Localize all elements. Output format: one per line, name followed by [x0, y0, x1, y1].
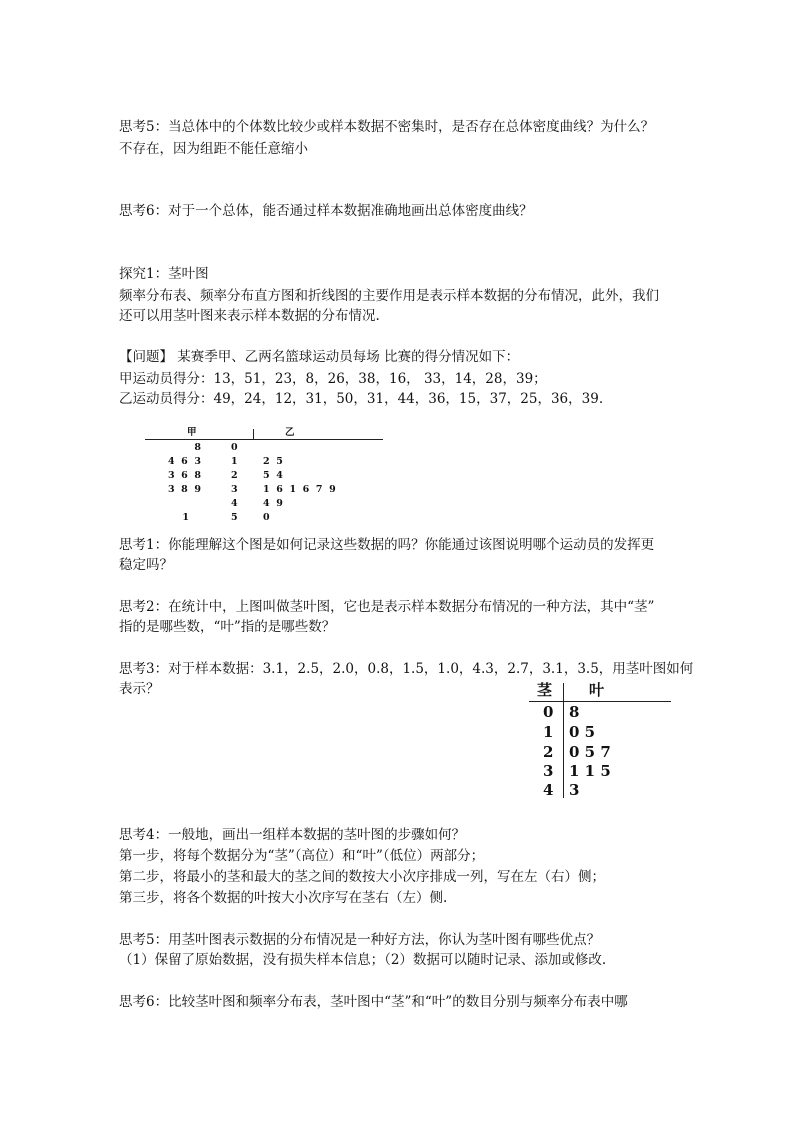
row1-left: 4 6 3 — [167, 456, 201, 467]
row3-left: 3 8 9 — [167, 484, 201, 495]
row5-left: 1 — [182, 512, 189, 523]
explore-intro-line2: 还可以用茎叶图来表示样本数据的分布情况. — [119, 308, 380, 324]
row5-stem: 5 — [231, 512, 238, 523]
fig2-row4-leaves: 3 — [569, 781, 580, 799]
row0-stem: 0 — [231, 442, 238, 453]
fig2-row2-leaves: 0 5 7 — [569, 743, 611, 761]
row3-stem: 3 — [231, 484, 238, 495]
row2-left: 3 6 8 — [167, 470, 201, 481]
row4-right: 4 9 — [263, 498, 283, 509]
header-leaf: 叶 — [589, 681, 605, 699]
think2-line1: 思考2：在统计中，上图叫做茎叶图，它也是表示样本数据分布情况的一种方法，其中“茎” — [119, 599, 655, 615]
header-stem: 茎 — [537, 681, 553, 699]
think5-answer: 不存在，因为组距不能任意缩小 — [119, 141, 308, 157]
fig2-row2-stem: 2 — [543, 743, 554, 761]
explore-title: 探究1：茎叶图 — [119, 266, 209, 282]
think1-line1: 思考1：你能理解这个图是如何记录这些数据的吗？你能通过该图说明哪个运动员的发挥更 — [119, 537, 655, 553]
row3-right: 1 6 1 6 7 9 — [263, 484, 336, 495]
fig2-row4-stem: 4 — [543, 781, 554, 799]
think4-step3: 第三步，将各个数据的叶按大小次序写在茎右（左）侧. — [119, 890, 448, 906]
row4-stem: 4 — [231, 498, 238, 509]
row5-right: 0 — [263, 512, 270, 523]
think4-title: 思考4：一般地，画出一组样本数据的茎叶图的步骤如何？ — [119, 827, 466, 843]
jia-scores: 甲运动员得分：13，51，23，8，26，38，16， 33，14，28，39； — [119, 371, 547, 387]
fig2-row1-leaves: 0 5 — [569, 723, 596, 741]
row1-right: 2 5 — [263, 456, 283, 467]
fig2-row1-stem: 1 — [543, 723, 554, 741]
think6b-line1: 思考6：比较茎叶图和频率分布表，茎叶图中“茎”和“叶”的数目分别与频率分布表中哪 — [119, 994, 628, 1010]
think4-step2: 第二步，将最小的茎和最大的茎之间的数按大小次序排成一列，写在左（右）侧； — [119, 869, 605, 885]
think4-step1: 第一步，将每个数据分为“茎”（高位）和“叶”（低位）两部分； — [119, 848, 485, 864]
figure2-stem-divider — [563, 683, 564, 798]
row2-right: 5 4 — [263, 470, 283, 481]
header-jia: 甲 — [187, 427, 197, 438]
fig2-row0-leaves: 8 — [569, 703, 580, 721]
think5-question: 思考5：当总体中的个体数比较少或样本数据不密集时，是否存在总体密度曲线？为什么？ — [119, 119, 655, 135]
think6-question: 思考6：对于一个总体，能否通过样本数据准确地画出总体密度曲线？ — [119, 203, 533, 219]
think3-line1: 思考3：对于样本数据：3.1，2.5，2.0，0.8，1.5，1.0，4.3，2.7，3.1，3.5，用茎叶图如何 — [119, 661, 694, 677]
fig2-row3-stem: 3 — [543, 762, 554, 780]
row1-stem: 1 — [231, 456, 238, 467]
think3-line2: 表示？ — [119, 681, 160, 697]
row0-left: 8 — [194, 442, 201, 453]
explore-intro-line1: 频率分布表、频率分布直方图和折线图的主要作用是表示样本数据的分布情况，此外，我们 — [119, 288, 659, 304]
think5b-answer: （1）保留了原始数据，没有损失样本信息；（2）数据可以随时记录、添加或修改. — [119, 952, 607, 968]
think5b-title: 思考5：用茎叶图表示数据的分布情况是一种好方法，你认为茎叶图有哪些优点？ — [119, 932, 601, 948]
figure1-header-rule — [145, 439, 383, 440]
row2-stem: 2 — [231, 470, 238, 481]
fig2-row3-leaves: 1 1 5 — [569, 762, 611, 780]
think2-line2: 指的是哪些数，“叶”指的是哪些数？ — [119, 619, 336, 635]
problem-statement: 【问题】 某赛季甲、乙两名篮球运动员每场 比赛的得分情况如下： — [119, 349, 520, 365]
header-yi: 乙 — [285, 427, 295, 438]
think1-line2: 稳定吗？ — [119, 557, 173, 573]
fig2-row0-stem: 0 — [543, 703, 554, 721]
yi-scores: 乙运动员得分：49，24，12，31，50，31，44，36，15，37，25，36，39. — [119, 391, 604, 407]
figure1-header-divider — [253, 429, 254, 440]
